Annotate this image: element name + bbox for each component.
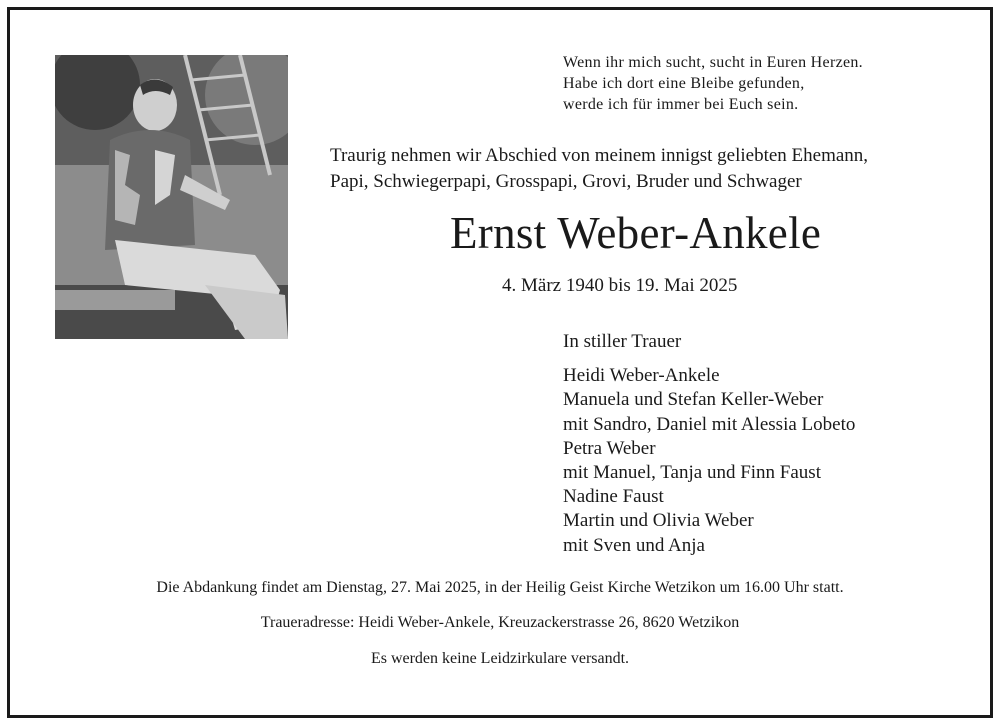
mourner-line: Petra Weber — [563, 437, 656, 459]
mourners-heading: In stiller Trauer — [563, 331, 682, 352]
intro-line: Papi, Schwiegerpapi, Grosspapi, Grovi, Bruder und Schwager — [330, 171, 802, 192]
mourning-address: Traueradresse: Heidi Weber-Ankele, Kreuzackerstrasse 26, 8620 Wetzikon — [260, 614, 740, 631]
mourner-line: mit Manuel, Tanja und Finn Faust — [563, 462, 821, 484]
mourner-line: mit Sven und Anja — [563, 534, 705, 556]
life-dates: 4. März 1940 bis 19. Mai 2025 — [502, 275, 738, 296]
intro-text — [330, 143, 868, 195]
mourner-line: Martin und Olivia Weber — [563, 510, 754, 532]
circular-note: Es werden keine Leidzirkulare versandt. — [370, 650, 630, 667]
deceased-name: Ernst Weber-Ankele — [450, 208, 822, 258]
intro-line: Traurig nehmen wir Abschied von meinem innigst geliebten Ehemann, — [330, 145, 869, 166]
mourner-line: Manuela und Stefan Keller-Weber — [563, 389, 824, 411]
mourner-line: Nadine Faust — [563, 486, 664, 508]
mourner-line: mit Sandro, Daniel mit Alessia Lobeto — [563, 413, 856, 435]
mourner-line: Heidi Weber-Ankele — [563, 365, 720, 387]
poem-line: Habe ich dort eine Bleibe gefunden, — [563, 75, 805, 92]
poem — [563, 52, 863, 115]
poem-line: Wenn ihr mich sucht, sucht in Euren Herzen. — [563, 54, 863, 71]
portrait-photo — [55, 55, 288, 339]
ceremony-notice: Die Abdankung findet am Dienstag, 27. Mai 2025, in der Heilig Geist Kirche Wetzikon um 16.00 Uhr statt. — [156, 579, 844, 596]
mourners-list — [563, 330, 855, 558]
poem-line: werde ich für immer bei Euch sein. — [563, 96, 799, 113]
